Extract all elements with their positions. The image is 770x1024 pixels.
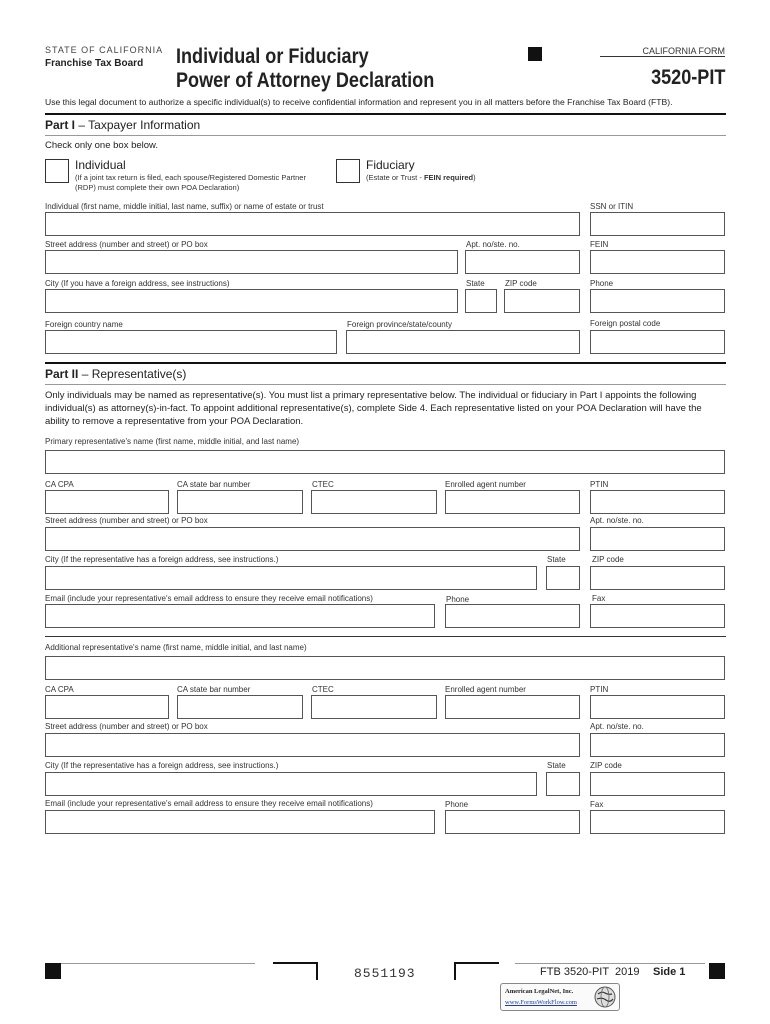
fiduciary-note xyxy=(366,173,476,182)
primary-fax-field[interactable] xyxy=(590,604,725,628)
intro-text: Use this legal document to authorize a specific individual(s) to receive confidential information and represent you in all matters before the Franchise Tax Board (FTB). xyxy=(45,97,673,107)
primary-state-label: State xyxy=(547,555,566,564)
primary-fax-label: Fax xyxy=(592,594,606,603)
country-field[interactable] xyxy=(45,330,337,354)
country-label: Foreign country name xyxy=(45,320,123,329)
form-title-line1: Individual or Fiduciary xyxy=(176,45,369,68)
footer-rule-right xyxy=(515,963,705,964)
fiduciary-note-prefix: (Estate or Trust - xyxy=(366,173,424,182)
primary-cacpa-field[interactable] xyxy=(45,490,169,514)
additional-ptin-field[interactable] xyxy=(590,695,725,719)
primary-state-field[interactable] xyxy=(546,566,580,590)
publisher-url[interactable]: www.FormsWorkFlow.com xyxy=(505,999,577,1006)
primary-email-label: Email (include your representative's email address to ensure they receive email notifications) xyxy=(45,594,373,603)
part1-top-rule xyxy=(45,113,726,115)
taxpayer-city-label: City (If you have a foreign address, see instructions) xyxy=(45,279,230,288)
part1-title: Part I xyxy=(45,118,76,132)
fiduciary-checkbox[interactable] xyxy=(336,159,360,183)
primary-street-label: Street address (number and street) or PO box xyxy=(45,516,208,525)
additional-cacpa-field[interactable] xyxy=(45,695,169,719)
primary-bar-field[interactable] xyxy=(177,490,303,514)
footer-registration-mark-right xyxy=(709,963,725,979)
form-id: FTB 3520-PIT 2019 xyxy=(540,966,640,978)
additional-phone-label: Phone xyxy=(445,800,469,809)
additional-apt-label: Apt. no/ste. no. xyxy=(590,722,644,731)
additional-rep-name-field[interactable] xyxy=(45,656,725,680)
fiduciary-note-suffix: ) xyxy=(473,173,476,182)
form-label: CALIFORNIA FORM xyxy=(642,46,725,56)
additional-state-label: State xyxy=(547,761,566,770)
primary-ptin-label: PTIN xyxy=(590,480,609,489)
form-number: 3520-PIT xyxy=(650,66,725,89)
fein-label: FEIN xyxy=(590,240,609,249)
fiduciary-note-bold: FEIN required xyxy=(423,173,474,182)
primary-apt-label: Apt. no/ste. no. xyxy=(590,516,644,525)
part1-subtitle: – Taxpayer Information xyxy=(75,118,201,132)
fiduciary-label: Fiduciary xyxy=(366,158,415,172)
individual-note: (If a joint tax return is filed, each spouse/Registered Domestic Partner (RDP) must complete their own POA Declaration) xyxy=(75,173,306,192)
postal-field[interactable] xyxy=(590,330,725,354)
taxpayer-name-field[interactable] xyxy=(45,212,580,236)
primary-ctec-label: CTEC xyxy=(312,480,334,489)
primary-rep-name-label: Primary representative's name (first name, middle initial, and last name) xyxy=(45,437,300,446)
taxpayer-state-field[interactable] xyxy=(465,289,497,313)
representative-divider xyxy=(45,636,726,637)
primary-agent-field[interactable] xyxy=(445,490,580,514)
part2-top-rule xyxy=(45,362,726,364)
individual-checkbox[interactable] xyxy=(45,159,69,183)
additional-ctec-label: CTEC xyxy=(312,685,334,694)
primary-zip-label: ZIP code xyxy=(592,555,624,564)
agency-name: STATE OF CALIFORNIA xyxy=(45,45,164,55)
province-field[interactable] xyxy=(346,330,580,354)
part2-title: Part II xyxy=(45,367,79,381)
additional-ctec-field[interactable] xyxy=(311,695,437,719)
part1-heading-rule xyxy=(45,135,726,136)
check-note: Check only one box below. xyxy=(45,140,159,151)
footer-corner-mark-left xyxy=(273,962,318,980)
individual-label: Individual xyxy=(75,158,126,172)
part2-heading-rule xyxy=(45,384,726,385)
side-number: Side 1 xyxy=(653,966,686,978)
additional-phone-field[interactable] xyxy=(445,810,580,834)
primary-ctec-field[interactable] xyxy=(311,490,437,514)
taxpayer-state-label: State xyxy=(466,279,485,288)
additional-fax-field[interactable] xyxy=(590,810,725,834)
part2-heading xyxy=(45,367,186,381)
additional-email-field[interactable] xyxy=(45,810,435,834)
taxpayer-city-field[interactable] xyxy=(45,289,458,313)
taxpayer-apt-field[interactable] xyxy=(465,250,580,274)
additional-zip-field[interactable] xyxy=(590,772,725,796)
additional-fax-label: Fax xyxy=(590,800,604,809)
additional-cacpa-label: CA CPA xyxy=(45,685,74,694)
taxpayer-zip-label: ZIP code xyxy=(505,279,537,288)
part2-subtitle: – Representative(s) xyxy=(78,367,187,381)
additional-agent-label: Enrolled agent number xyxy=(445,685,526,694)
ssn-field[interactable] xyxy=(590,212,725,236)
footer-rule-left xyxy=(61,963,255,964)
primary-ptin-field[interactable] xyxy=(590,490,725,514)
additional-street-field[interactable] xyxy=(45,733,580,757)
primary-rep-name-field[interactable] xyxy=(45,450,725,474)
part1-heading xyxy=(45,118,200,132)
primary-bar-label: CA state bar number xyxy=(177,480,251,489)
additional-city-field[interactable] xyxy=(45,772,537,796)
footer-corner-mark-right xyxy=(454,962,499,980)
additional-apt-field[interactable] xyxy=(590,733,725,757)
board-name: Franchise Tax Board xyxy=(45,58,144,69)
primary-city-field[interactable] xyxy=(45,566,537,590)
postal-label: Foreign postal code xyxy=(590,319,661,328)
additional-state-field[interactable] xyxy=(546,772,580,796)
footer-registration-mark-left xyxy=(45,963,61,979)
additional-bar-field[interactable] xyxy=(177,695,303,719)
additional-rep-name-label: Additional representative's name (first name, middle initial, and last name) xyxy=(45,643,307,652)
primary-street-field[interactable] xyxy=(45,527,580,551)
part2-text: Only individuals may be named as representative(s). You must list a primary representative below. The individual or fiduciary in Part I appoints the following individual(s) as attorney(s)-in-fact. To appoint additional representative(s), complete Side 4. Each representative listed on your POA Declaration will have the ability to remove a representative from your POA Declaration. xyxy=(45,390,702,427)
additional-bar-label: CA state bar number xyxy=(177,685,251,694)
taxpayer-phone-label: Phone xyxy=(590,279,614,288)
taxpayer-phone-field[interactable] xyxy=(590,289,725,313)
publisher-globe-icon xyxy=(594,986,616,1008)
additional-city-label: City (If the representative has a foreign address, see instructions.) xyxy=(45,761,279,770)
primary-phone-label: Phone xyxy=(446,595,470,604)
additional-agent-field[interactable] xyxy=(445,695,580,719)
form-label-rule xyxy=(600,56,725,57)
taxpayer-street-field[interactable] xyxy=(45,250,458,274)
publisher-badge xyxy=(500,983,620,1011)
taxpayer-name-label: Individual (first name, middle initial, last name, suffix) or name of estate or trust xyxy=(45,202,324,211)
taxpayer-zip-field[interactable] xyxy=(504,289,580,313)
primary-email-field[interactable] xyxy=(45,604,435,628)
primary-cacpa-label: CA CPA xyxy=(45,480,74,489)
taxpayer-street-label: Street address (number and street) or PO box xyxy=(45,240,208,249)
primary-apt-field[interactable] xyxy=(590,527,725,551)
primary-city-label: City (If the representative has a foreign address, see instructions.) xyxy=(45,555,279,564)
fein-field[interactable] xyxy=(590,250,725,274)
taxpayer-apt-label: Apt. no/ste. no. xyxy=(466,240,520,249)
additional-street-label: Street address (number and street) or PO box xyxy=(45,722,208,731)
additional-email-label: Email (include your representative's email address to ensure they receive email notifications) xyxy=(45,799,373,808)
primary-zip-field[interactable] xyxy=(590,566,725,590)
additional-ptin-label: PTIN xyxy=(590,685,609,694)
publisher-name: American LegalNet, Inc. xyxy=(505,988,574,995)
additional-zip-label: ZIP code xyxy=(590,761,622,770)
ssn-label: SSN or ITIN xyxy=(590,202,634,211)
form-title-line2: Power of Attorney Declaration xyxy=(176,69,435,92)
primary-agent-label: Enrolled agent number xyxy=(445,480,526,489)
primary-phone-field[interactable] xyxy=(445,604,580,628)
registration-mark xyxy=(528,47,542,61)
barcode-number: 8551193 xyxy=(354,966,416,981)
province-label: Foreign province/state/county xyxy=(347,320,452,329)
